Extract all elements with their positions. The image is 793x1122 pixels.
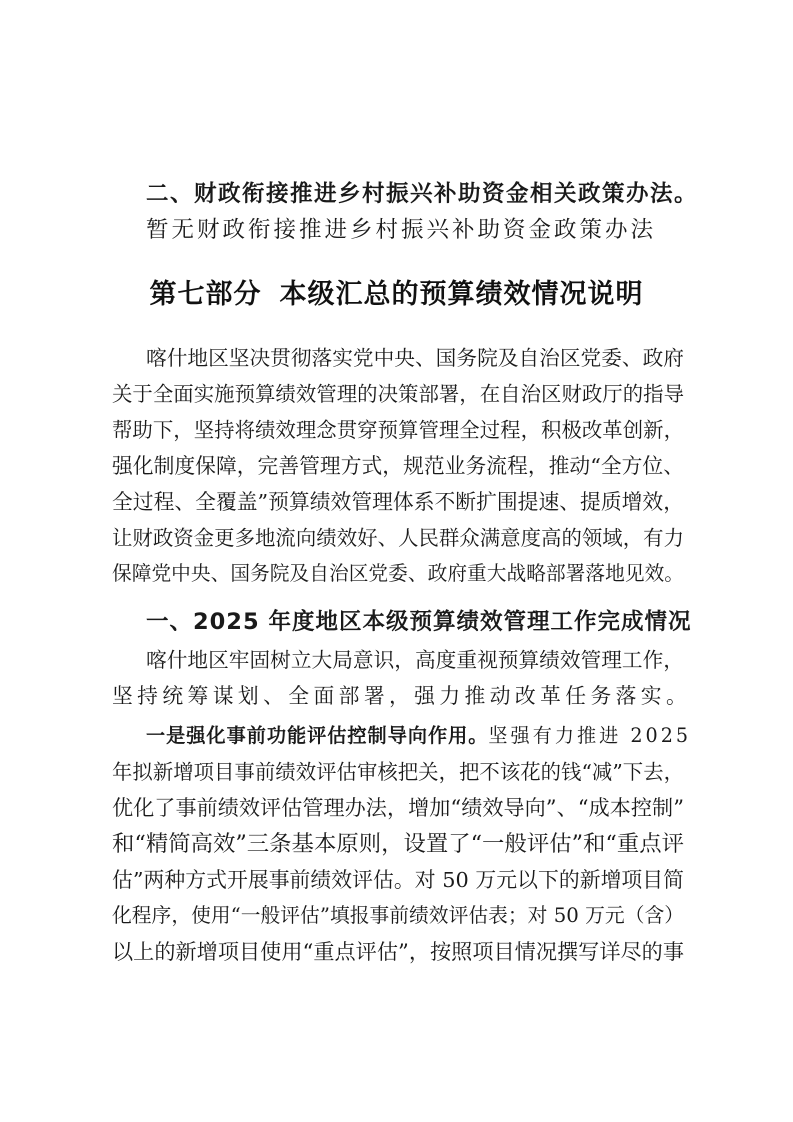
paragraph-line: 以上的新增项目使用“重点评估”，按照项目情况撰写详尽的事: [112, 939, 684, 964]
paragraph-line: 年拟新增项目事前绩效评估审核把关，把不该花的钱“减”下去，: [112, 760, 684, 784]
section-text: 暂无财政衔接推进乡村振兴补助资金政策办法: [146, 217, 657, 243]
paragraph-line: 强化制度保障，完善管理方式，规范业务流程，推动“全方位、: [112, 454, 684, 478]
paragraph-line: 喀什地区坚决贯彻落实党中央、国务院及自治区党委、政府: [146, 346, 684, 370]
bold-lead: 一是强化事前功能评估控制导向作用。: [146, 724, 489, 747]
paragraph-line: 保障党中央、国务院及自治区党委、政府重大战略部署落地见效。: [112, 562, 684, 585]
paragraph-line: 估”两种方式开展事前绩效评估。对 50 万元以下的新增项目简: [112, 868, 684, 892]
part-title: [0, 272, 793, 311]
paragraph-line: 化程序，使用“一般评估”填报事前绩效评估表；对 50 万元（含）: [112, 904, 684, 927]
paragraph-line: 和“精简高效”三条基本原则，设置了“一般评估”和“重点评: [112, 831, 684, 857]
paragraph-line: 喀什地区牢固树立大局意识，高度重视预算绩效管理工作，: [146, 648, 684, 672]
paragraph-line: 帮助下，坚持将绩效理念贯穿预算管理全过程，积极改革创新，: [112, 418, 684, 442]
paragraph-line: 优化了事前绩效评估管理办法，增加“绩效导向”、“成本控制”: [112, 795, 684, 820]
section-heading: 二、财政衔接推进乡村振兴补助资金相关政策办法。: [146, 181, 699, 207]
paragraph-line: 坚持统筹谋划、全面部署，强力推动改革任务落实。: [112, 684, 692, 708]
part-title-main: 本级汇总的预算绩效情况说明: [279, 279, 644, 310]
lead-rest: 坚强有力推进 2025: [488, 724, 692, 747]
paragraph-first-line: [146, 718, 692, 754]
part-number: 第七部分: [149, 279, 262, 310]
subsection-heading: 一、2025 年度地区本级预算绩效管理工作完成情况: [146, 609, 692, 635]
paragraph-line: 关于全面实施预算绩效管理的决策部署，在自治区财政厅的指导: [112, 382, 684, 406]
paragraph-line: 让财政资金更多地流向绩效好、人民群众满意度高的领域，有力: [112, 526, 684, 550]
paragraph-line: 全过程、全覆盖”预算绩效管理体系不断扩围提速、提质增效，: [112, 490, 684, 514]
